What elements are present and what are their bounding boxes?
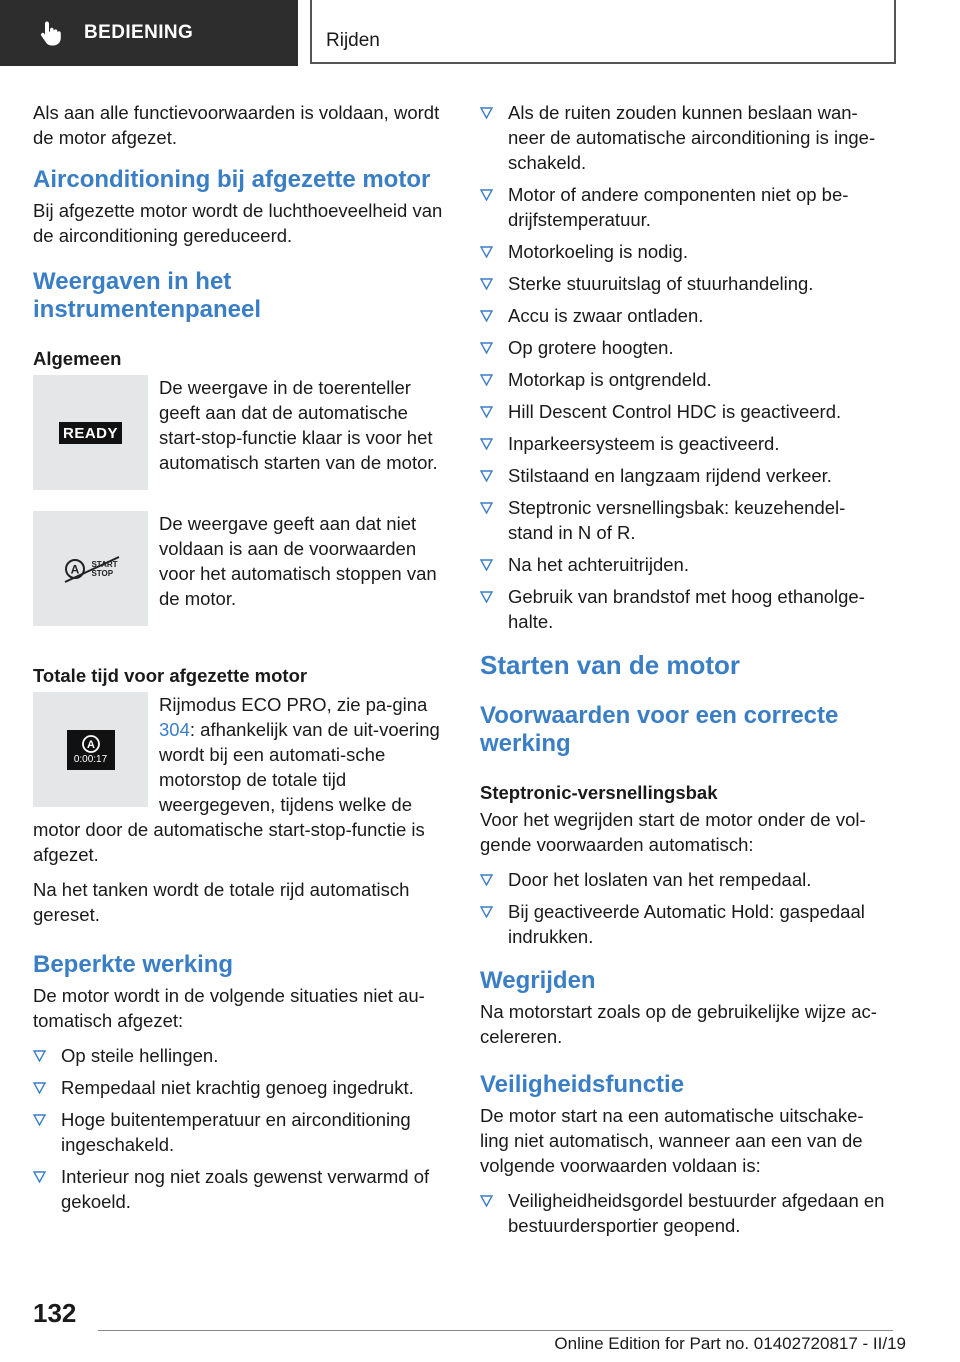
aircon-paragraph: Bij afgezette motor wordt de luchthoeveelheid van de airconditioning gereduceerd. bbox=[33, 200, 443, 246]
triangle-bullet-icon bbox=[480, 189, 493, 201]
start-label: START bbox=[91, 559, 118, 569]
heading-drive-off: Wegrijden bbox=[480, 967, 596, 994]
list-item bbox=[480, 335, 890, 360]
intro-paragraph: Als aan alle functievoorwaarden is voldaan, wordt de motor afgezet. bbox=[33, 102, 440, 148]
list-item bbox=[480, 399, 890, 424]
startstop-unavailable-image bbox=[33, 511, 148, 626]
limited-paragraph: De motor wordt in de volgende situaties niet au-tomatisch afgezet: bbox=[33, 985, 425, 1031]
triangle-bullet-icon bbox=[480, 559, 493, 571]
stop-timer-image bbox=[33, 692, 148, 807]
list-item-text: Op grotere hoogten. bbox=[508, 337, 674, 358]
limited-list-continued bbox=[480, 100, 890, 634]
triangle-bullet-icon bbox=[480, 342, 493, 354]
list-item bbox=[33, 1043, 448, 1068]
list-item-text: Bij geactiveerde Automatic Hold: gaspedaal indrukken. bbox=[508, 901, 865, 947]
list-item-text: Motor of andere componenten niet op be-drijfstemperatuur. bbox=[508, 184, 849, 230]
list-item bbox=[480, 367, 890, 392]
ready-label: READY bbox=[62, 424, 118, 442]
list-item-text: Sterke stuuruitslag of stuurhandeling. bbox=[508, 273, 814, 294]
list-item bbox=[480, 239, 890, 264]
page-link-304[interactable]: 304 bbox=[159, 719, 190, 740]
ready-description: De weergave in de toerenteller geeft aan dat de automatische start-stop-functie klaar is voor het automatisch starten van de motor. bbox=[159, 377, 438, 473]
edition-note: Online Edition for Part no. 01402720817 - II/19 bbox=[554, 1334, 906, 1353]
drive-off-paragraph: Na motorstart zoals op de gebruikelijke wijze ac-celereren. bbox=[480, 1001, 877, 1047]
triangle-bullet-icon bbox=[480, 906, 493, 918]
list-item bbox=[480, 463, 890, 488]
list-item-text: Stilstaand en langzaam rijdend verkeer. bbox=[508, 465, 832, 486]
triangle-bullet-icon bbox=[480, 1195, 493, 1207]
timer-text-a: Rijmodus ECO PRO, zie pa-gina bbox=[159, 694, 428, 715]
triangle-bullet-icon bbox=[33, 1082, 46, 1094]
chapter-label: Rijden bbox=[326, 30, 380, 51]
list-item bbox=[480, 495, 890, 545]
list-item-text: Door het loslaten van het rempedaal. bbox=[508, 869, 812, 890]
triangle-bullet-icon bbox=[480, 591, 493, 603]
figure-startstop-row bbox=[33, 511, 448, 627]
list-item-text: Inparkeersysteem is geactiveerd. bbox=[508, 433, 780, 454]
list-item-text: Motorkoeling is nodig. bbox=[508, 241, 688, 262]
triangle-bullet-icon bbox=[480, 438, 493, 450]
timer-text-continued: motor door de automatische start-stop-functie is afgezet. bbox=[33, 819, 425, 865]
timer-text-b: : afhankelijk van de uit-voering wordt bij een automati-sche motorstop de totale tijd weergegeven, tijdens welke de bbox=[159, 719, 440, 815]
triangle-bullet-icon bbox=[33, 1114, 46, 1126]
list-item-text: Rempedaal niet krachtig genoeg ingedrukt. bbox=[61, 1077, 414, 1098]
startstop-description: De weergave geeft aan dat niet voldaan is aan de voorwaarden voor het automatisch stoppen van de motor. bbox=[159, 513, 437, 609]
right-column bbox=[480, 100, 890, 1245]
hand-pointer-icon bbox=[40, 20, 62, 46]
steptronic-list bbox=[480, 867, 890, 949]
list-item bbox=[480, 303, 890, 328]
list-item-text: Gebruik van brandstof met hoog ethanolge-halte. bbox=[508, 586, 865, 632]
list-item bbox=[33, 1075, 448, 1100]
heading-general: Algemeen bbox=[33, 348, 122, 369]
page-number: 132 bbox=[33, 1298, 77, 1328]
list-item bbox=[480, 100, 890, 175]
list-item bbox=[480, 867, 890, 892]
figure-ready-row bbox=[33, 375, 448, 491]
triangle-bullet-icon bbox=[480, 374, 493, 386]
heading-conditions: Voorwaarden voor een correcte werking bbox=[480, 702, 839, 757]
triangle-bullet-icon bbox=[480, 874, 493, 886]
section-label: BEDIENING bbox=[84, 22, 194, 43]
list-item bbox=[480, 899, 890, 949]
list-item-text: Als de ruiten zouden kunnen beslaan wan-neer de automatische airconditioning is inge-schakeld. bbox=[508, 102, 876, 173]
chapter-tab bbox=[310, 0, 896, 64]
safety-list bbox=[480, 1188, 890, 1238]
heading-total-time: Totale tijd voor afgezette motor bbox=[33, 665, 308, 686]
list-item-text: Accu is zwaar ontladen. bbox=[508, 305, 704, 326]
list-item bbox=[33, 1164, 448, 1214]
triangle-bullet-icon bbox=[480, 107, 493, 119]
list-item bbox=[480, 431, 890, 456]
stop-label: STOP bbox=[91, 568, 114, 578]
figure-timer-row bbox=[33, 692, 448, 817]
list-item-text: Hoge buitentemperatuur en airconditioning ingeschakeld. bbox=[61, 1109, 411, 1155]
list-item bbox=[33, 1107, 448, 1157]
heading-start-engine: Starten van de motor bbox=[480, 650, 741, 680]
list-item bbox=[480, 271, 890, 296]
heading-aircon: Airconditioning bij afgezette motor bbox=[33, 166, 431, 193]
svg-text:A: A bbox=[86, 739, 95, 751]
list-item-text: Op steile hellingen. bbox=[61, 1045, 219, 1066]
reset-paragraph: Na het tanken wordt de totale rijd automatisch gereset. bbox=[33, 879, 410, 925]
footer-divider bbox=[98, 1330, 893, 1331]
triangle-bullet-icon bbox=[480, 310, 493, 322]
svg-text:A: A bbox=[71, 562, 80, 576]
safety-paragraph: De motor start na een automatische uitschake-ling niet automatisch, wanneer aan een van de volgende voorwaarden voldaan is: bbox=[480, 1105, 864, 1176]
heading-limited: Beperkte werking bbox=[33, 951, 234, 978]
list-item-text: Steptronic versnellingsbak: keuzehendel-stand in N of R. bbox=[508, 497, 846, 543]
triangle-bullet-icon bbox=[33, 1171, 46, 1183]
list-item bbox=[480, 1188, 890, 1238]
triangle-bullet-icon bbox=[480, 246, 493, 258]
list-item-text: Veiligheidheidsgordel bestuurder afgedaan en bestuurdersportier geopend. bbox=[508, 1190, 885, 1236]
timer-description bbox=[159, 692, 448, 817]
ready-indicator-image bbox=[33, 375, 148, 490]
triangle-bullet-icon bbox=[480, 470, 493, 482]
list-item-text: Na het achteruitrijden. bbox=[508, 554, 689, 575]
list-item bbox=[480, 552, 890, 577]
auto-start-stop-icon bbox=[80, 734, 102, 754]
heading-display: Weergaven in het instrumentenpaneel bbox=[33, 268, 262, 323]
page-header bbox=[0, 0, 960, 66]
heading-steptronic: Steptronic-versnellingsbak bbox=[480, 782, 718, 803]
steptronic-paragraph: Voor het wegrijden start de motor onder de vol-gende voorwaarden automatisch: bbox=[480, 809, 866, 855]
left-column bbox=[33, 100, 448, 1221]
list-item bbox=[480, 584, 890, 634]
limited-list bbox=[33, 1043, 448, 1214]
timer-value: 0:00:17 bbox=[73, 754, 108, 765]
list-item-text: Hill Descent Control HDC is geactiveerd. bbox=[508, 401, 842, 422]
list-item-text: Interieur nog niet zoals gewenst verwarmd of gekoeld. bbox=[61, 1166, 430, 1212]
triangle-bullet-icon bbox=[480, 278, 493, 290]
triangle-bullet-icon bbox=[480, 502, 493, 514]
list-item-text: Motorkap is ontgrendeld. bbox=[508, 369, 712, 390]
triangle-bullet-icon bbox=[33, 1050, 46, 1062]
section-tab bbox=[0, 0, 298, 66]
heading-safety: Veiligheidsfunctie bbox=[480, 1071, 685, 1098]
list-item bbox=[480, 182, 890, 232]
triangle-bullet-icon bbox=[480, 406, 493, 418]
